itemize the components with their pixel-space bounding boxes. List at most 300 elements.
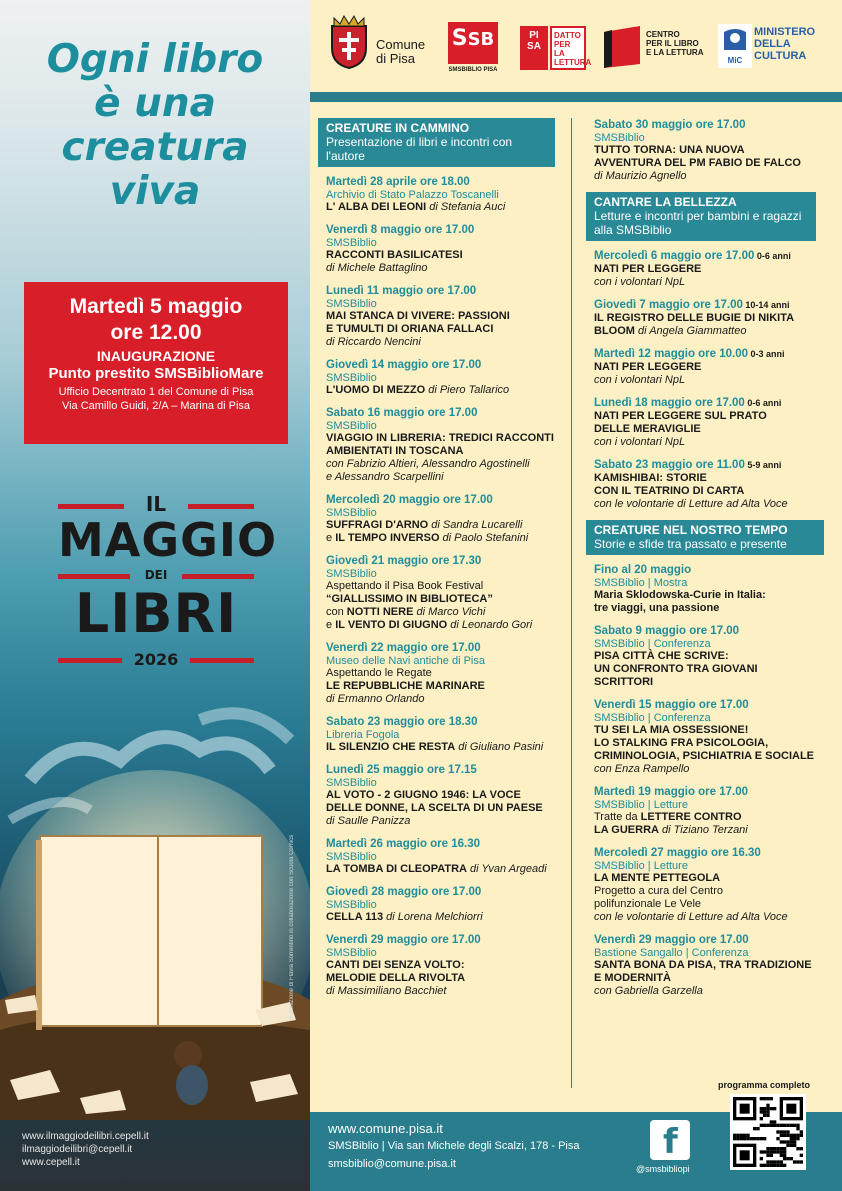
event-item (318, 715, 566, 754)
event-venue: SMSBiblio (326, 507, 377, 519)
event-item (318, 175, 566, 214)
event-title: “GIALLISSIMO IN BIBLIOTECA” (326, 593, 493, 605)
event-line (594, 676, 834, 689)
event-date (326, 763, 566, 777)
event-title: LE REPUBBLICHE MARINARE (326, 680, 485, 692)
event-venue: SMSBiblio | Conferenza (594, 712, 711, 724)
event-date-text: Venerdì 29 maggio ore 17.00 (594, 934, 749, 946)
ministero-line: CULTURA (754, 50, 807, 62)
event-date-text: Mercoledì 6 maggio ore 17.00 (594, 250, 755, 262)
event-author: con le volontarie di Letture ad Alta Voce (594, 911, 788, 923)
event-date (594, 396, 834, 410)
library-address: SMSBiblio | Via san Michele degli Scalzi, 178 - Pisa (328, 1140, 580, 1152)
event-age-range: 0-3 anni (748, 349, 785, 359)
event-line (594, 436, 834, 449)
event-line (326, 863, 566, 876)
event-date (594, 846, 834, 860)
event-date (326, 641, 566, 655)
event-venue: SMSBiblio (326, 899, 377, 911)
event-line (594, 737, 834, 750)
campaign-email-link[interactable]: ilmaggiodeilibri@cepell.it (22, 1144, 133, 1155)
event-item (318, 885, 566, 924)
event-item (586, 698, 834, 776)
event-line (594, 263, 834, 276)
event-line (326, 972, 566, 985)
event-date-text: Lunedì 18 maggio ore 17.00 (594, 397, 745, 409)
event-author: di Stefania Auci (426, 201, 506, 213)
event-date-text: Mercoledì 20 maggio ore 17.00 (326, 494, 493, 506)
event-item (586, 785, 834, 837)
event-date (594, 933, 834, 947)
event-text: e (326, 532, 336, 544)
event-line (594, 972, 834, 985)
event-title: VIAGGIO IN LIBRERIA: TREDICI RACCONTI (326, 432, 554, 444)
event-date-text: Sabato 23 maggio ore 18.30 (326, 716, 478, 728)
event-title: tre viaggi, una passione (594, 602, 720, 614)
event-author: di Tiziano Terzani (658, 824, 748, 836)
event-text: Tratte da (594, 811, 641, 823)
event-date-text: Venerdì 15 maggio ore 17.00 (594, 699, 749, 711)
event-line (326, 680, 566, 693)
event-line (326, 323, 566, 336)
event-title: LETTERE CONTRO (640, 811, 742, 823)
event-date-text: Mercoledì 27 maggio ore 16.30 (594, 847, 761, 859)
section-subtitle: Presentazione di libri e incontri con l'autore (326, 135, 513, 163)
event-date (594, 624, 834, 638)
event-line (594, 959, 834, 972)
facebook-handle[interactable]: @smsbibliopi (636, 1164, 690, 1174)
inauguration-office: Ufficio Decentrato 1 del Comune di Pisa (58, 386, 254, 398)
event-text: Aspettando le Regate (326, 667, 432, 679)
event-date (594, 563, 834, 577)
event-item (318, 763, 566, 828)
inauguration-address: Via Camillo Guidi, 2/A – Marina di Pisa (61, 400, 251, 412)
event-author: di Paolo Stefanini (439, 532, 529, 544)
event-title: AMBIENTATI IN TOSCANA (326, 445, 464, 457)
event-venue: SMSBiblio (326, 372, 377, 384)
event-age-range: 10-14 anni (742, 300, 790, 310)
event-line (326, 985, 566, 998)
logo-bar (58, 504, 124, 509)
section-header (318, 118, 555, 167)
event-title: TUTTO TORNA: UNA NUOVA (594, 144, 745, 156)
event-title: SANTA BONA DA PISA, TRA TRADIZIONE (594, 959, 812, 971)
event-venue: SMSBiblio | Conferenza (594, 638, 711, 650)
event-text: Aspettando il Pisa Book Festival (326, 580, 484, 592)
event-author: con i volontari NpL (594, 374, 686, 386)
event-author: di Ermanno Orlando (326, 693, 425, 705)
event-line (594, 325, 834, 338)
event-text: Progetto a cura del Centro (594, 885, 724, 897)
inauguration-place: Punto prestito SMSBiblioMare (48, 365, 264, 382)
section-title: CREATURE NEL NOSTRO TEMPO (594, 523, 788, 537)
event-item (586, 118, 834, 183)
event-line (326, 667, 566, 680)
event-date-text: Sabato 9 maggio ore 17.00 (594, 625, 740, 637)
event-line (594, 663, 834, 676)
event-date (594, 698, 834, 712)
event-title: AL VOTO - 2 GIUGNO 1946: LA VOCE (326, 789, 521, 801)
inauguration-label: INAUGURAZIONE (96, 348, 216, 364)
event-title: PISA CITTÀ CHE SCRIVE: (594, 650, 729, 662)
event-date-text: Fino al 20 maggio (594, 564, 692, 576)
centro-line: CENTRO (646, 30, 680, 39)
event-title: BLOOM (594, 325, 635, 337)
event-text: e (326, 619, 336, 631)
event-date-text: Martedì 19 maggio ore 17.00 (594, 786, 749, 798)
facebook-icon[interactable]: f (650, 1120, 690, 1160)
event-item (586, 347, 834, 387)
event-venue: Bastione Sangallo | Conferenza (594, 947, 749, 959)
inauguration-date: Martedì 5 maggio (69, 295, 243, 318)
event-title: L' ALBA DEI LEONI (326, 201, 427, 213)
website-link[interactable]: www.comune.pisa.it (328, 1121, 443, 1136)
event-date-text: Lunedì 25 maggio ore 17.15 (326, 764, 477, 776)
logo-bar (182, 574, 254, 579)
inauguration-box (24, 282, 288, 444)
event-title: LA GUERRA (594, 824, 659, 836)
book-illustration (0, 700, 310, 1120)
event-line (594, 498, 834, 511)
event-venue: SMSBiblio (326, 298, 377, 310)
event-item (586, 298, 834, 338)
event-author: di Piero Tallarico (425, 384, 510, 396)
event-title: IL TEMPO INVERSO (335, 532, 440, 544)
event-line (326, 619, 566, 632)
event-title: MAI STANCA DI VIVERE: PASSIONI (326, 310, 510, 322)
event-title: NATI PER LEGGERE (594, 263, 702, 275)
event-item (586, 846, 834, 924)
event-title: LA MENTE PETTEGOLA (594, 872, 721, 884)
datto-lettura-logo: PI SA DATTO PER LA LETTURA (520, 26, 586, 70)
event-line (326, 741, 566, 754)
event-date (594, 118, 834, 132)
event-author: e Alessandro Scarpellini (326, 471, 444, 483)
event-title: NOTTI NERE (346, 606, 414, 618)
headline-line: viva (109, 169, 201, 214)
event-item (318, 284, 566, 349)
campaign-website-link[interactable]: www.ilmaggiodeilibri.cepell.it (22, 1131, 149, 1142)
event-author: con Gabriella Garzella (594, 985, 703, 997)
event-venue: SMSBiblio (326, 777, 377, 789)
event-line (594, 485, 834, 498)
event-line (326, 911, 566, 924)
event-age-range: 0-6 anni (754, 251, 791, 261)
event-text: con (326, 606, 347, 618)
event-line (326, 201, 566, 214)
event-title: AVVENTURA DEL PM FABIO DE FALCO (594, 157, 801, 169)
event-date-text: Venerdì 8 maggio ore 17.00 (326, 224, 475, 236)
event-author: con le volontarie di Letture ad Alta Voce (594, 498, 788, 510)
event-date-text: Sabato 16 maggio ore 17.00 (326, 407, 478, 419)
event-line (326, 959, 566, 972)
logo-maggio: MAGGIO (58, 513, 278, 567)
section-header (586, 192, 816, 241)
event-line (326, 249, 566, 262)
datto-line: DATTO (554, 31, 581, 40)
event-date (326, 223, 566, 237)
event-venue: SMSBiblio (326, 237, 377, 249)
ministero-line: DELLA (754, 38, 791, 50)
comune-pisa-logo (326, 14, 426, 75)
event-date (326, 175, 566, 189)
event-venue: Museo delle Navi antiche di Pisa (326, 655, 485, 667)
event-list (586, 118, 834, 183)
event-title: NATI PER LEGGERE SUL PRATO (594, 410, 767, 422)
event-line (594, 410, 834, 423)
event-author: di Michele Battaglino (326, 262, 428, 274)
event-line (326, 262, 566, 275)
headline-line: Ogni libro (46, 37, 264, 82)
event-title: E TUMULTI DI ORIANA FALLACI (326, 323, 494, 335)
event-line (326, 336, 566, 349)
event-title: TU SEI LA MIA OSSESSIONE! (594, 724, 749, 736)
event-line (594, 374, 834, 387)
event-date (326, 554, 566, 568)
event-line (326, 815, 566, 828)
section-subtitle: Letture e incontri per bambini e ragazzi alla SMSBiblio (594, 209, 802, 237)
event-author: di Sandra Lucarelli (428, 519, 523, 531)
campaign-links (22, 1130, 149, 1169)
event-line (594, 472, 834, 485)
event-line (326, 310, 566, 323)
event-date-text: Lunedì 11 maggio ore 17.00 (326, 285, 477, 297)
event-line (594, 312, 834, 325)
event-item (318, 641, 566, 706)
event-author: di Lorena Melchiorri (383, 911, 483, 923)
event-date (326, 493, 566, 507)
event-item (318, 223, 566, 275)
event-line (594, 650, 834, 663)
event-title: UN CONFRONTO TRA GIOVANI (594, 663, 758, 675)
cepell-website-link[interactable]: www.cepell.it (22, 1157, 80, 1168)
event-item (586, 249, 834, 289)
event-line (326, 432, 566, 445)
event-title: IL VENTO DI GIUGNO (335, 619, 448, 631)
event-date (326, 933, 566, 947)
event-line (326, 458, 566, 471)
event-author: con Enza Rampello (594, 763, 690, 775)
event-line (326, 519, 566, 532)
event-line (594, 423, 834, 436)
event-author: con i volontari NpL (594, 276, 686, 288)
event-date (594, 298, 834, 312)
headline (0, 38, 310, 214)
event-line (594, 872, 834, 885)
partner-logos (322, 10, 832, 80)
event-item (586, 933, 834, 998)
column-right (586, 118, 834, 1007)
event-line (326, 384, 566, 397)
ministero-cultura-logo (718, 24, 816, 73)
event-author: di Riccardo Nencini (326, 336, 421, 348)
program-label: programma completo (718, 1080, 811, 1090)
event-title: CON IL TEATRINO DI CARTA (594, 485, 745, 497)
event-date-text: Giovedì 7 maggio ore 17.00 (594, 299, 743, 311)
event-item (586, 396, 834, 449)
event-author: con Fabrizio Altieri, Alessandro Agostinelli (326, 458, 530, 470)
event-title: Maria Sklodowska-Curie in Italia: (594, 589, 766, 601)
logo-libri: LIBRI (74, 582, 238, 645)
event-date (594, 249, 834, 263)
event-line (594, 763, 834, 776)
column-divider (571, 118, 572, 1088)
event-date (326, 284, 566, 298)
event-title: L'UOMO DI MEZZO (326, 384, 426, 396)
event-title: RACCONTI BASILICATESI (326, 249, 463, 261)
event-item (318, 358, 566, 397)
event-date (326, 885, 566, 899)
event-date (326, 837, 566, 851)
event-author: di Massimiliano Bacchiet (326, 985, 447, 997)
event-title: MELODIE DELLA RIVOLTA (326, 972, 466, 984)
event-line (326, 606, 566, 619)
event-date (594, 458, 834, 472)
inauguration-time: ore 12.00 (110, 321, 202, 344)
event-date-text: Venerdì 22 maggio ore 17.00 (326, 642, 481, 654)
logo-dei: DEI (144, 568, 168, 582)
headline-line: è una (94, 81, 216, 126)
maggio-dei-libri-logo (58, 492, 278, 676)
event-line (594, 885, 834, 898)
event-venue: SMSBiblio (326, 420, 377, 432)
mic-label: MiC (727, 56, 743, 65)
event-item (586, 563, 834, 615)
event-item (318, 933, 566, 998)
event-age-range: 5-9 anni (744, 460, 782, 470)
datto-line: LETTURA (554, 58, 592, 67)
event-line (594, 361, 834, 374)
event-venue: SMSBiblio | Mostra (594, 577, 688, 589)
logo-bar (188, 504, 254, 509)
ministero-line: MINISTERO (754, 26, 816, 38)
event-title: CANTI DEI SENZA VOLTO: (326, 959, 465, 971)
logo-year: 2026 (133, 650, 179, 669)
event-line (594, 824, 834, 837)
qr-code-icon (733, 1097, 803, 1167)
event-text: polifunzionale Le Vele (594, 898, 702, 910)
event-item (318, 554, 566, 632)
event-line (594, 589, 834, 602)
event-date-text: Giovedì 21 maggio ore 17.30 (326, 555, 482, 567)
event-author: di Saulle Panizza (326, 815, 411, 827)
event-date-text: Sabato 30 maggio ore 17.00 (594, 119, 746, 131)
centro-line: E LA LETTURA (646, 48, 704, 57)
qr-code[interactable] (730, 1094, 806, 1170)
section-header (586, 520, 824, 555)
event-title: KAMISHIBAI: STORIE (594, 472, 707, 484)
section-subtitle: Storie e sfide tra passato e presente (594, 537, 787, 551)
event-title: SUFFRAGI D'ARNO (326, 519, 429, 531)
event-title: DELLE MERAVIGLIE (594, 423, 701, 435)
event-line (594, 811, 834, 824)
event-title: LA TOMBA DI CLEOPATRA (326, 863, 467, 875)
event-date (326, 358, 566, 372)
event-line (594, 170, 834, 183)
event-line (594, 985, 834, 998)
event-line (326, 693, 566, 706)
event-title: LO STALKING FRA PSICOLOGIA, (594, 737, 769, 749)
event-title: DELLE DONNE, LA SCELTA DI UN PAESE (326, 802, 543, 814)
event-line (326, 580, 566, 593)
event-item (318, 493, 566, 545)
event-date-text: Martedì 12 maggio ore 10.00 (594, 348, 749, 360)
event-line (326, 471, 566, 484)
event-date-text: Giovedì 14 maggio ore 17.00 (326, 359, 482, 371)
event-venue: SMSBiblio (594, 132, 645, 144)
email-link[interactable]: smsbiblio@comune.pisa.it (328, 1158, 456, 1170)
datto-line: PER LA (554, 40, 571, 58)
event-item (318, 406, 566, 484)
event-venue: SMSBiblio (326, 851, 377, 863)
logo-bar (58, 574, 130, 579)
event-age-range: 0-6 anni (744, 398, 782, 408)
comune-label: Comune (376, 37, 426, 52)
event-date-text: Martedì 28 aprile ore 18.00 (326, 176, 470, 188)
event-line (594, 157, 834, 170)
event-line (326, 802, 566, 815)
event-venue: SMSBiblio | Letture (594, 799, 688, 811)
event-date-text: Sabato 23 maggio ore 11.00 (594, 459, 745, 471)
event-line (594, 911, 834, 924)
event-title: IL REGISTRO DELLE BUGIE DI NIKITA (594, 312, 795, 324)
event-date (326, 715, 566, 729)
event-venue: SMSBiblio (326, 568, 377, 580)
event-list (318, 175, 566, 998)
event-line (594, 750, 834, 763)
logo-il: IL (145, 492, 167, 516)
event-line (326, 445, 566, 458)
event-venue: SMSBiblio | Letture (594, 860, 688, 872)
event-author: di Yvan Argeadi (466, 863, 547, 875)
event-author: di Maurizio Agnello (594, 170, 687, 182)
event-title: E MODERNITÀ (594, 972, 671, 984)
event-line (594, 144, 834, 157)
illustration-credit: Illustrazione di Flavia Sorrentino in collaborazione con Scuola Comics (289, 834, 295, 1020)
book-icon (602, 24, 642, 70)
event-line (326, 532, 566, 545)
header-rule (310, 92, 842, 102)
event-author: con i volontari NpL (594, 436, 686, 448)
event-title: NATI PER LEGGERE (594, 361, 702, 373)
event-title: IL SILENZIO CHE RESTA (326, 741, 456, 753)
event-list (586, 563, 834, 998)
event-line (594, 724, 834, 737)
event-list (586, 249, 834, 511)
event-item (586, 458, 834, 511)
event-venue: Archivio di Stato Palazzo Toscanelli (326, 189, 499, 201)
section-title: CANTARE LA BELLEZZA (594, 195, 737, 209)
event-author: di Giuliano Pasini (455, 741, 544, 753)
event-date (594, 785, 834, 799)
centro-line: PER IL LIBRO (646, 39, 699, 48)
event-item (586, 624, 834, 689)
event-line (326, 789, 566, 802)
event-author: di Angela Giammatteo (634, 325, 747, 337)
event-date (594, 347, 834, 361)
event-venue: Libreria Fogola (326, 729, 400, 741)
event-date (326, 406, 566, 420)
event-date-text: Venerdì 29 maggio ore 17.00 (326, 934, 481, 946)
event-line (326, 593, 566, 606)
event-title: SCRITTORI (594, 676, 654, 688)
event-date-text: Giovedì 28 maggio ore 17.00 (326, 886, 482, 898)
comune-city: di Pisa (376, 51, 416, 66)
smsbiblio-logo: SSB SMSBIBLIO PISA (448, 22, 498, 64)
smsbiblio-caption: SMSBIBLIO PISA (448, 67, 498, 73)
event-line (594, 898, 834, 911)
section-title: CREATURE IN CAMMINO (326, 121, 470, 135)
